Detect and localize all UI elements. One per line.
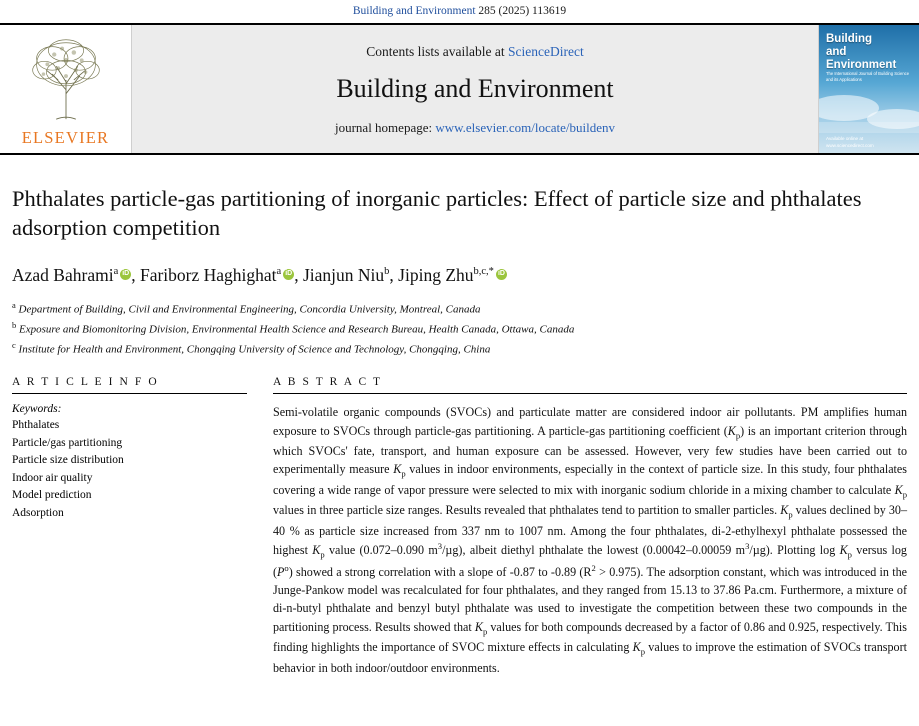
author-affil-mark: a bbox=[276, 265, 282, 277]
orcid-icon[interactable] bbox=[283, 269, 294, 280]
author-name[interactable]: Jiping Zhu bbox=[398, 264, 474, 285]
cover-title bbox=[826, 33, 912, 73]
keyword-item: Particle/gas partitioning bbox=[12, 436, 123, 449]
author-name[interactable]: Fariborz Haghighat bbox=[139, 264, 277, 285]
affiliation-mark: c bbox=[12, 339, 16, 350]
cover-title-line1: Building bbox=[826, 33, 872, 45]
article-info-column bbox=[12, 376, 247, 677]
sciencedirect-link[interactable]: ScienceDirect bbox=[508, 44, 584, 59]
affiliation-item bbox=[12, 319, 907, 339]
elsevier-wordmark: ELSEVIER bbox=[21, 128, 110, 147]
author-entry bbox=[12, 265, 131, 285]
homepage-prefix: journal homepage: bbox=[334, 120, 436, 135]
author-name[interactable]: Azad Bahrami bbox=[12, 264, 114, 285]
journal-homepage-link[interactable]: www.elsevier.com/locate/buildenv bbox=[435, 120, 616, 135]
affiliation-item bbox=[12, 339, 907, 359]
keywords-list bbox=[12, 417, 247, 522]
cover-strip bbox=[819, 122, 919, 133]
divider bbox=[12, 393, 247, 394]
author-sep: , bbox=[131, 264, 140, 285]
keyword-item: Model prediction bbox=[12, 489, 92, 502]
affiliation-text: Institute for Health and Environment, Chongqing University of Science and Technology, Chongqing, China bbox=[18, 343, 491, 356]
affiliation-list bbox=[12, 299, 907, 358]
author-list bbox=[12, 263, 907, 288]
author-sep: , bbox=[389, 264, 399, 285]
affiliation-text: Exposure and Biomonitoring Division, Environmental Health Science and Research Bureau, Health Canada, Ottawa, Canada bbox=[19, 323, 575, 336]
info-abstract-row bbox=[0, 376, 919, 677]
journal-cover-image bbox=[818, 25, 919, 153]
article-info-heading: A R T I C L E I N F O bbox=[12, 376, 159, 389]
contents-prefix: Contents lists available at bbox=[366, 44, 508, 59]
running-head bbox=[0, 0, 919, 17]
author-affil-mark: a bbox=[113, 265, 119, 277]
author-sep: , bbox=[294, 264, 303, 285]
abstract-heading: A B S T R A C T bbox=[273, 376, 383, 389]
author-entry bbox=[303, 265, 389, 285]
keyword-item: Adsorption bbox=[12, 506, 64, 519]
cover-title-line3: Environment bbox=[826, 59, 897, 72]
affiliation-item bbox=[12, 299, 907, 319]
orcid-icon[interactable] bbox=[120, 269, 131, 280]
contents-line bbox=[366, 44, 583, 60]
cover-title-line2: and bbox=[826, 46, 847, 59]
abstract-text: Semi-volatile organic compounds (SVOCs) and particulate matter are considered indoor air pollutants. PM amplifies human exposure to SVOCs through particle-gas partitioning. A particle-gas partitioning coefficient $(K_p)$ is an important criterion through which SVOCs' fate, transport, and human exposure can be assessed. However, very few studies have been carried out to experimentally measure $K_p$ values in indoor environments, especially in the context of particle size. In this study, four phthalates covering a wide range of vapor pressure were selected to mix with inorganic sodium chloride in a mixing chamber to calculate $K_p$ values in three particle size ranges. Results revealed that phthalates tend to partition to smaller particles. $K_p$ values declined by 30–40 % as particle size increased from 337 nm to 1007 nm. Among the four phthalates, di-2-ethylhexyl phthalate possessed the highest $K_p$ value (0.072–0.090 $m^3/\mu g$), albeit diethyl phthalate the lowest (0.00042–0.00059 $m^3/\mu g$). Plotting $\log K_p$ versus $\log (P^o)$ showed a strong correlation with a slope of -0.87 to -0.89 $(R^2 > 0.975)$. The adsorption constant, which was introduced in the Junge-Pankow model was recalculated for four phthalates, and they ranged from 15.13 to 37.86 Pa.cm. Furthermore, a mixture of di-n-butyl phthalate and benzyl butyl phthalate was used to investigate the competition between these two compounds in the partitioning process. Results showed that $K_p$ values for both compounds decreased by a factor of 0.86 and 0.925, respectively. This finding highlights the importance of SVOC mixture effects in calculating $K_p$ values to improve the estimation of SVOCs transport behavior in both indoor/outdoor environments. bbox=[273, 405, 907, 675]
author-affil-mark: b bbox=[384, 265, 390, 277]
affiliation-mark: a bbox=[12, 300, 16, 311]
cover-subtitle: The International Journal of Building Science and its Applications bbox=[826, 71, 910, 83]
journal-banner bbox=[132, 25, 818, 153]
journal-masthead bbox=[0, 23, 919, 155]
affiliation-mark: b bbox=[12, 319, 17, 330]
homepage-line bbox=[335, 120, 615, 136]
keyword-item: Phthalates bbox=[12, 419, 60, 432]
author-entry bbox=[140, 265, 294, 285]
keywords-label: Keywords: bbox=[12, 403, 62, 416]
author-affil-mark: b,c,* bbox=[473, 265, 494, 277]
running-head-rest: 285 (2025) 113619 bbox=[475, 5, 567, 17]
page-title: Phthalates particle-gas partitioning of inorganic particles: Effect of particle size and phthalates adsorption competition bbox=[12, 186, 862, 240]
author-name[interactable]: Jianjun Niu bbox=[302, 264, 385, 285]
running-head-journal[interactable]: Building and Environment bbox=[352, 5, 476, 17]
elsevier-tree-icon bbox=[17, 29, 115, 127]
divider bbox=[273, 393, 907, 394]
abstract-column bbox=[273, 376, 907, 677]
affiliation-text: Department of Building, Civil and Environmental Engineering, Concordia University, Montreal, Canada bbox=[18, 303, 481, 316]
keyword-item: Indoor air quality bbox=[12, 471, 93, 484]
journal-title: Building and Environment bbox=[336, 74, 614, 103]
keyword-item: Particle size distribution bbox=[12, 454, 124, 467]
cover-bottom-note: Available online at www.sciencedirect.com bbox=[826, 136, 874, 148]
title-block bbox=[0, 155, 919, 358]
orcid-icon[interactable] bbox=[496, 269, 507, 280]
elsevier-logo bbox=[0, 25, 132, 153]
author-entry bbox=[398, 265, 507, 285]
